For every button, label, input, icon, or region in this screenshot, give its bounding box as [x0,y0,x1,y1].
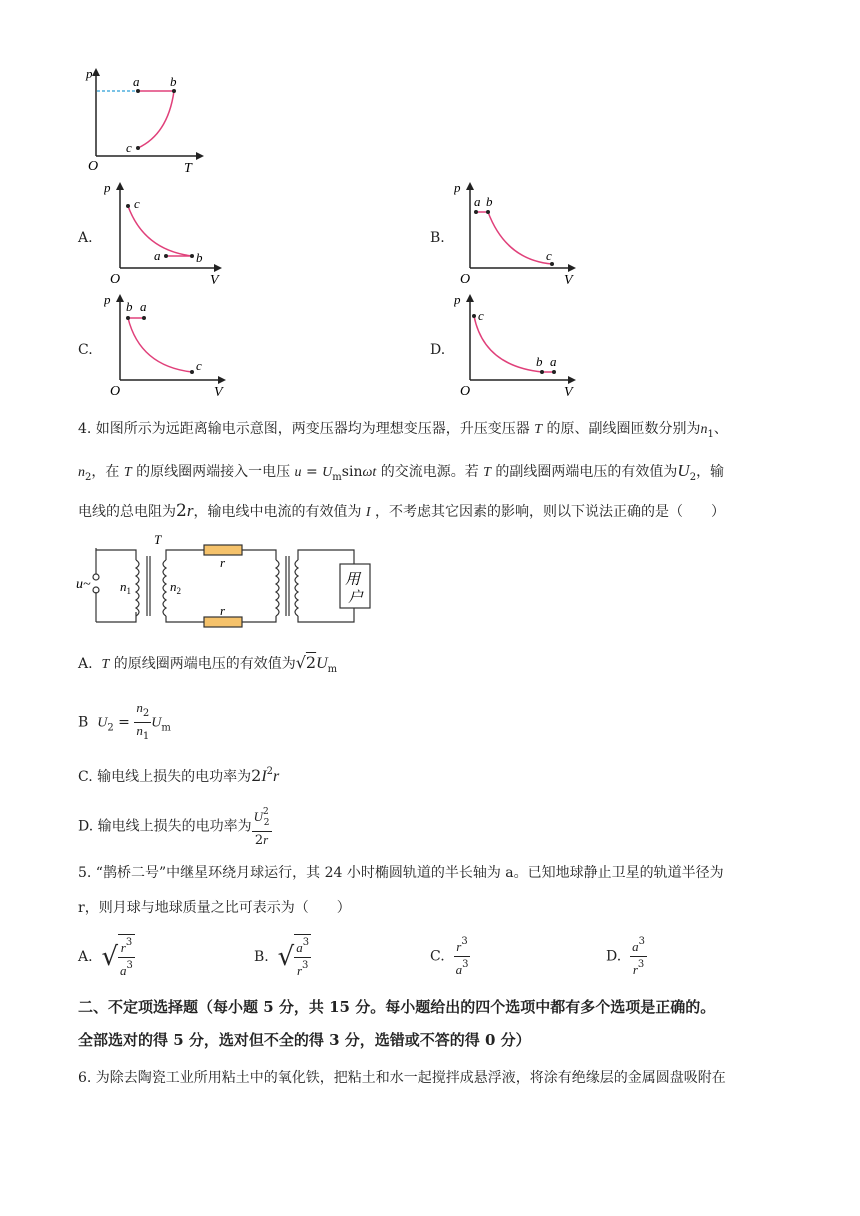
svg-text:b: b [486,194,493,209]
q4-line3: 电线的总电阻为2r，输电线中电流的有效值为 I ，不考虑其它因素的影响，则以下说法正确的是（ ） [78,501,726,521]
svg-text:V: V [214,385,223,397]
svg-text:O: O [460,272,471,285]
svg-text:c: c [478,308,484,323]
svg-text:a: a [474,194,481,209]
q3-option-d-graph[interactable] [454,292,579,397]
q3-option-d-label[interactable]: D. [430,342,446,358]
q5-option-b[interactable]: B. √ $\frac{a^3}{r^3}$ [254,934,311,980]
svg-text:p: p [454,180,461,195]
section2-heading-line1: 二、不定项选择题（每小题 5 分，共 15 分。每小题给出的四个选项中都有多个选项是正确的。 [78,998,716,1016]
point-b-label: b [170,74,177,89]
svg-text:r: r [220,603,226,618]
q5-option-d[interactable]: D. $\frac{a^3}{r^3}$ [606,936,645,977]
svg-text:p: p [454,292,461,307]
svg-text:b: b [196,250,203,265]
svg-text:a: a [550,354,557,369]
svg-text:a: a [154,248,161,263]
q4-line1: 4. 如图所示为远距离输电示意图，两变压器均为理想变压器，升压变压器 T 的原、副线圈匝数分别为$n_1$、 [78,421,728,440]
transmission-circuit [76,530,376,636]
svg-text:n2: $n_2$ [170,579,181,596]
svg-text:V: V [210,273,219,285]
point-c-label: c [126,140,132,155]
svg-text:b: b [536,354,543,369]
axis-p-label: p [86,66,93,81]
svg-text:O: O [110,272,121,285]
q6-line1: 6. 为除去陶瓷工业所用粘土中的氧化铁，把粘土和水一起搅拌成悬浮液，将涂有绝缘层的金属圆盘吸附在 [78,1070,726,1086]
svg-text:p: p [104,180,111,195]
svg-text:c: c [196,358,202,373]
q4-option-a[interactable]: A. T 的原线圈两端电压的有效值为$√2U_m$ [78,653,338,675]
section2-heading-line2: 全部选对的得 5 分，选对但不全的得 3 分，选错或不答的得 0 分） [78,1031,531,1049]
svg-text:n1: $n_1$ [120,579,131,596]
q5-option-c[interactable]: C. $\frac{r^3}{a^3}$ [430,936,469,977]
svg-text:p: p [104,292,111,307]
q5-option-a[interactable]: A. √ $\frac{r^3}{a^3}$ [78,934,135,980]
svg-text:T: T [154,532,162,547]
svg-text:O: O [110,384,121,397]
q3-option-b-graph[interactable] [454,180,579,285]
svg-text:u~: u~ [76,577,91,592]
svg-text:b: b [126,299,133,314]
svg-text:r: r [220,555,226,570]
axis-T-label: T [184,161,192,176]
point-a-label: a [133,74,140,89]
q3-option-b-label[interactable]: B. [430,230,445,246]
q5-line2: r，则月球与地球质量之比可表示为（ ） [78,900,351,916]
svg-text:c: c [546,248,552,263]
svg-text:O: O [460,384,471,397]
q3-option-a-label[interactable]: A. [78,230,93,246]
q5-line1: 5. “鹊桥二号”中继星环绕月球运行，其 24 小时椭圆轨道的半长轴为 a。已知地球静止卫星的轨道半径为 [78,865,724,881]
pt-diagram [80,64,210,176]
q3-option-a-graph[interactable] [104,180,224,285]
q4-option-d[interactable]: D. 输电线上损失的电功率为 $\frac{U^2_2}{2r}$ [78,804,272,849]
q4-option-c[interactable]: C. 输电线上损失的电功率为$2I^2r$ [78,766,280,785]
q3-option-c-label[interactable]: C. [78,342,93,358]
q4-line2: $n_2$，在 T 的原线圈两端接入一电压 $u = U_m\sin\omega t$ 的交流电源。若 T 的副线圈两端电压的有效值为$U_2$，输 [78,461,725,483]
svg-text:用: 用 [345,570,361,588]
svg-text:V: V [564,385,573,397]
q4-option-b[interactable]: B $U_2$ = $\frac{n_2}{n_1}$ $U_m$ [78,700,171,742]
svg-text:V: V [564,273,573,285]
origin-label: O [88,159,99,174]
svg-text:c: c [134,196,140,211]
svg-text:户: 户 [348,588,364,606]
svg-text:a: a [140,299,147,314]
q3-option-c-graph[interactable] [104,292,229,397]
